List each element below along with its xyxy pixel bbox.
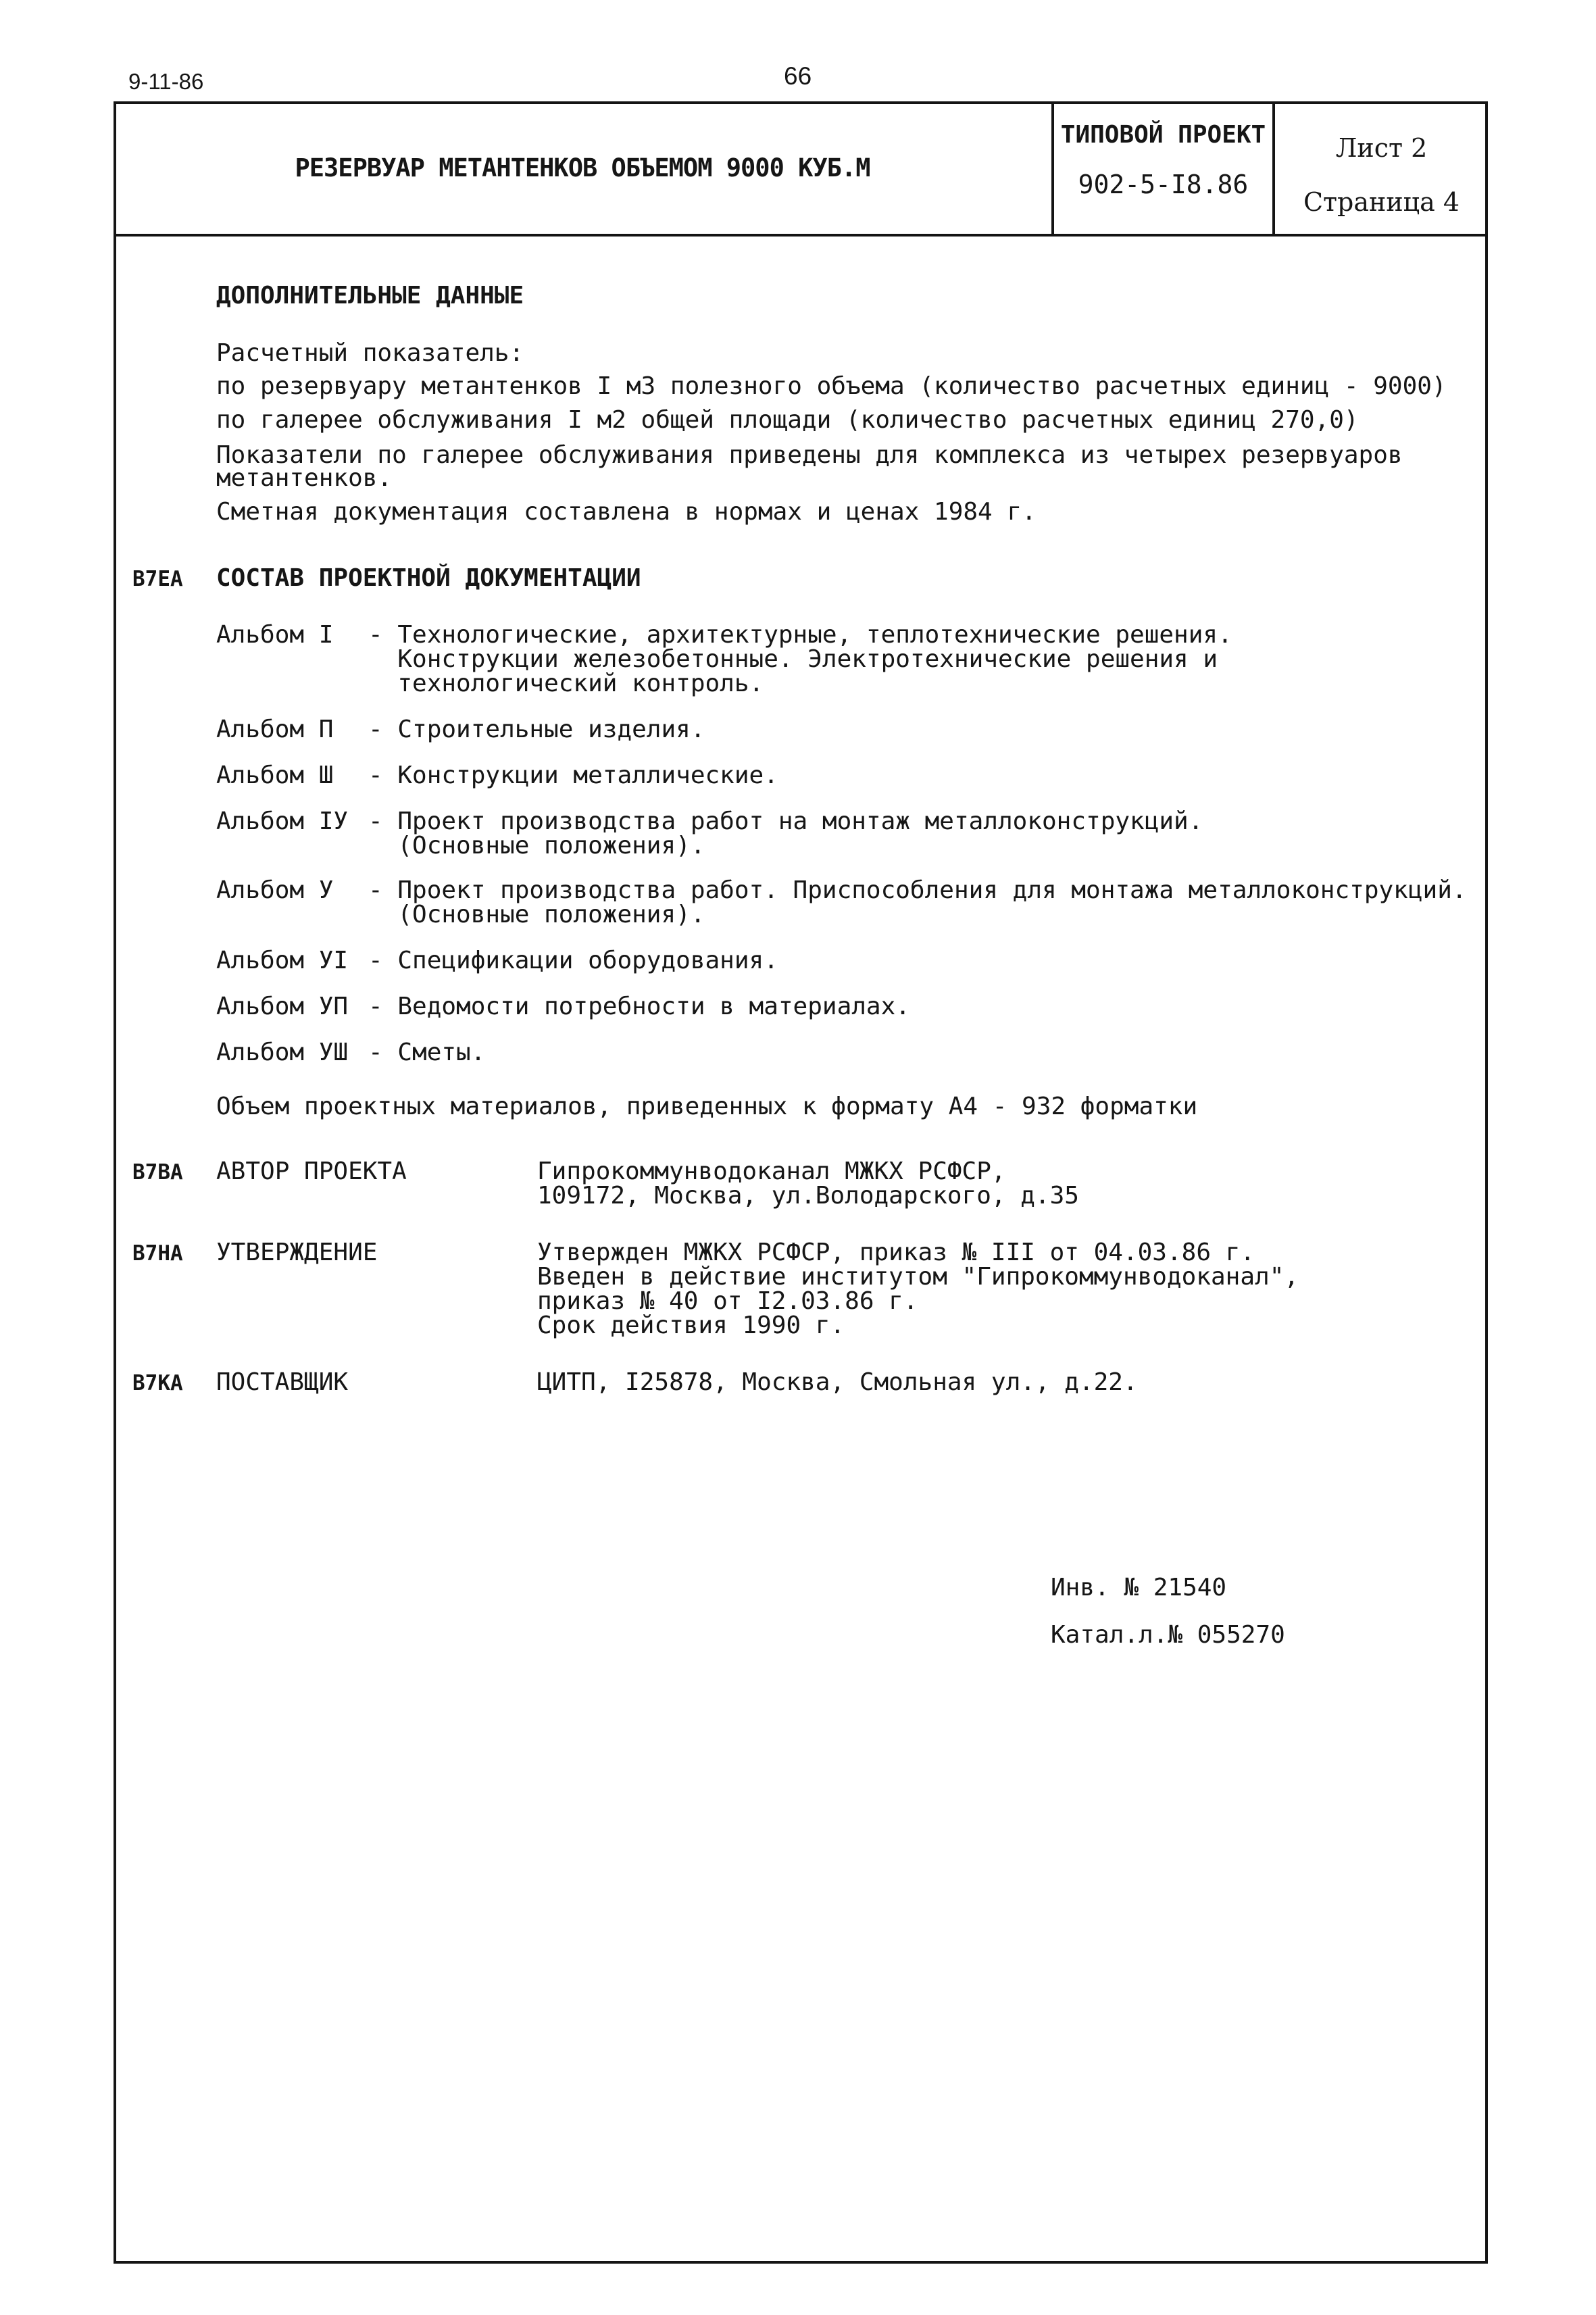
document-date: 9-11-86 (128, 69, 204, 94)
header-divider (114, 234, 1488, 237)
author-label: АВТОР ПРОЕКТА (216, 1158, 407, 1185)
catalog-number: Катал.л.№ 055270 (1051, 1621, 1285, 1649)
album-description: технологический контроль. (368, 670, 764, 697)
page-label: Страница 4 (1303, 187, 1460, 217)
approval-code: В7НА (132, 1241, 183, 1266)
album-description: - Строительные изделия. (368, 716, 705, 743)
album-name: Альбом УП (216, 993, 349, 1020)
author-code: В7ВА (132, 1160, 183, 1185)
album-description: - Проект производства работ. Приспособления для монтажа металлоконструкций. (368, 876, 1467, 904)
album-name: Альбом УШ (216, 1039, 349, 1066)
project-label: ТИПОВОЙ ПРОЕКТ (1060, 121, 1266, 149)
indicator-line-1: по резервуару метантенков I м3 полезного объема (количество расчетных единиц - 9000) (216, 372, 1447, 400)
album-name: Альбом IУ (216, 807, 349, 835)
approval-line-4: Срок действия 1990 г. (537, 1312, 845, 1339)
album-name: Альбом УI (216, 947, 349, 974)
album-description: Конструкции железобетонные. Электротехнические решения и (368, 645, 1218, 673)
author-line-2: 109172, Москва, ул.Володарского, д.35 (537, 1182, 1079, 1210)
supplier-label: ПОСТАВЩИК (216, 1368, 349, 1396)
album-name: Альбом П (216, 716, 334, 743)
document-title: РЕЗЕРВУАР МЕТАНТЕНКОВ ОБЪЕМОМ 9000 КУБ.М (295, 153, 870, 182)
sheet-number: Лист 2 (1335, 133, 1428, 163)
approval-line-3: приказ № 40 от I2.03.86 г. (537, 1287, 918, 1315)
album-description: - Технологические, архитектурные, теплотехнические решения. (368, 621, 1232, 649)
page-number: 66 (784, 62, 812, 90)
approval-line-2: Введен в действие институтом "Гипрокоммунводоканал", (537, 1263, 1299, 1291)
album-description: (Основные положения). (368, 901, 705, 928)
header-separator-1 (1051, 101, 1054, 234)
composition-heading: СОСТАВ ПРОЕКТНОЙ ДОКУМЕНТАЦИИ (216, 564, 641, 592)
estimate-note: Сметная документация составлена в нормах и ценах 1984 г. (216, 498, 1037, 526)
supplier-code: В7КА (132, 1371, 183, 1395)
album-name: Альбом I (216, 621, 334, 649)
album-description: (Основные положения). (368, 832, 705, 860)
materials-volume: Объем проектных материалов, приведенных к формату А4 - 932 форматки (216, 1093, 1198, 1120)
album-name: Альбом Ш (216, 762, 334, 789)
album-description: - Сметы. (368, 1039, 486, 1066)
indicator-line-2: по галерее обслуживания I м2 общей площади (количество расчетных единиц 270,0) (216, 406, 1359, 434)
supplier-line: ЦИТП, I25878, Москва, Смольная ул., д.22. (537, 1368, 1138, 1396)
gallery-note-line-2: метантенков. (216, 464, 393, 492)
composition-code: В7ЕА (132, 567, 183, 591)
album-description: - Проект производства работ на монтаж металлоконструкций. (368, 807, 1203, 835)
gallery-note-line-1: Показатели по галерее обслуживания приведены для комплекса из четырех резервуаров (216, 441, 1403, 469)
indicator-label: Расчетный показатель: (216, 339, 524, 367)
inventory-number: Инв. № 21540 (1051, 1574, 1227, 1601)
approval-label: УТВЕРЖДЕНИЕ (216, 1239, 378, 1266)
author-line-1: Гипрокоммунводоканал МЖКХ РСФСР, (537, 1158, 1006, 1185)
album-description: - Спецификации оборудования. (368, 947, 778, 974)
project-number: 902-5-I8.86 (1078, 170, 1249, 199)
approval-line-1: Утвержден МЖКХ РСФСР, приказ № III от 04.03.86 г. (537, 1239, 1255, 1266)
album-name: Альбом У (216, 876, 334, 904)
additional-heading: ДОПОЛНИТЕЛЬНЫЕ ДАННЫЕ (216, 282, 524, 309)
album-description: - Ведомости потребности в материалах. (368, 993, 910, 1020)
album-description: - Конструкции металлические. (368, 762, 778, 789)
